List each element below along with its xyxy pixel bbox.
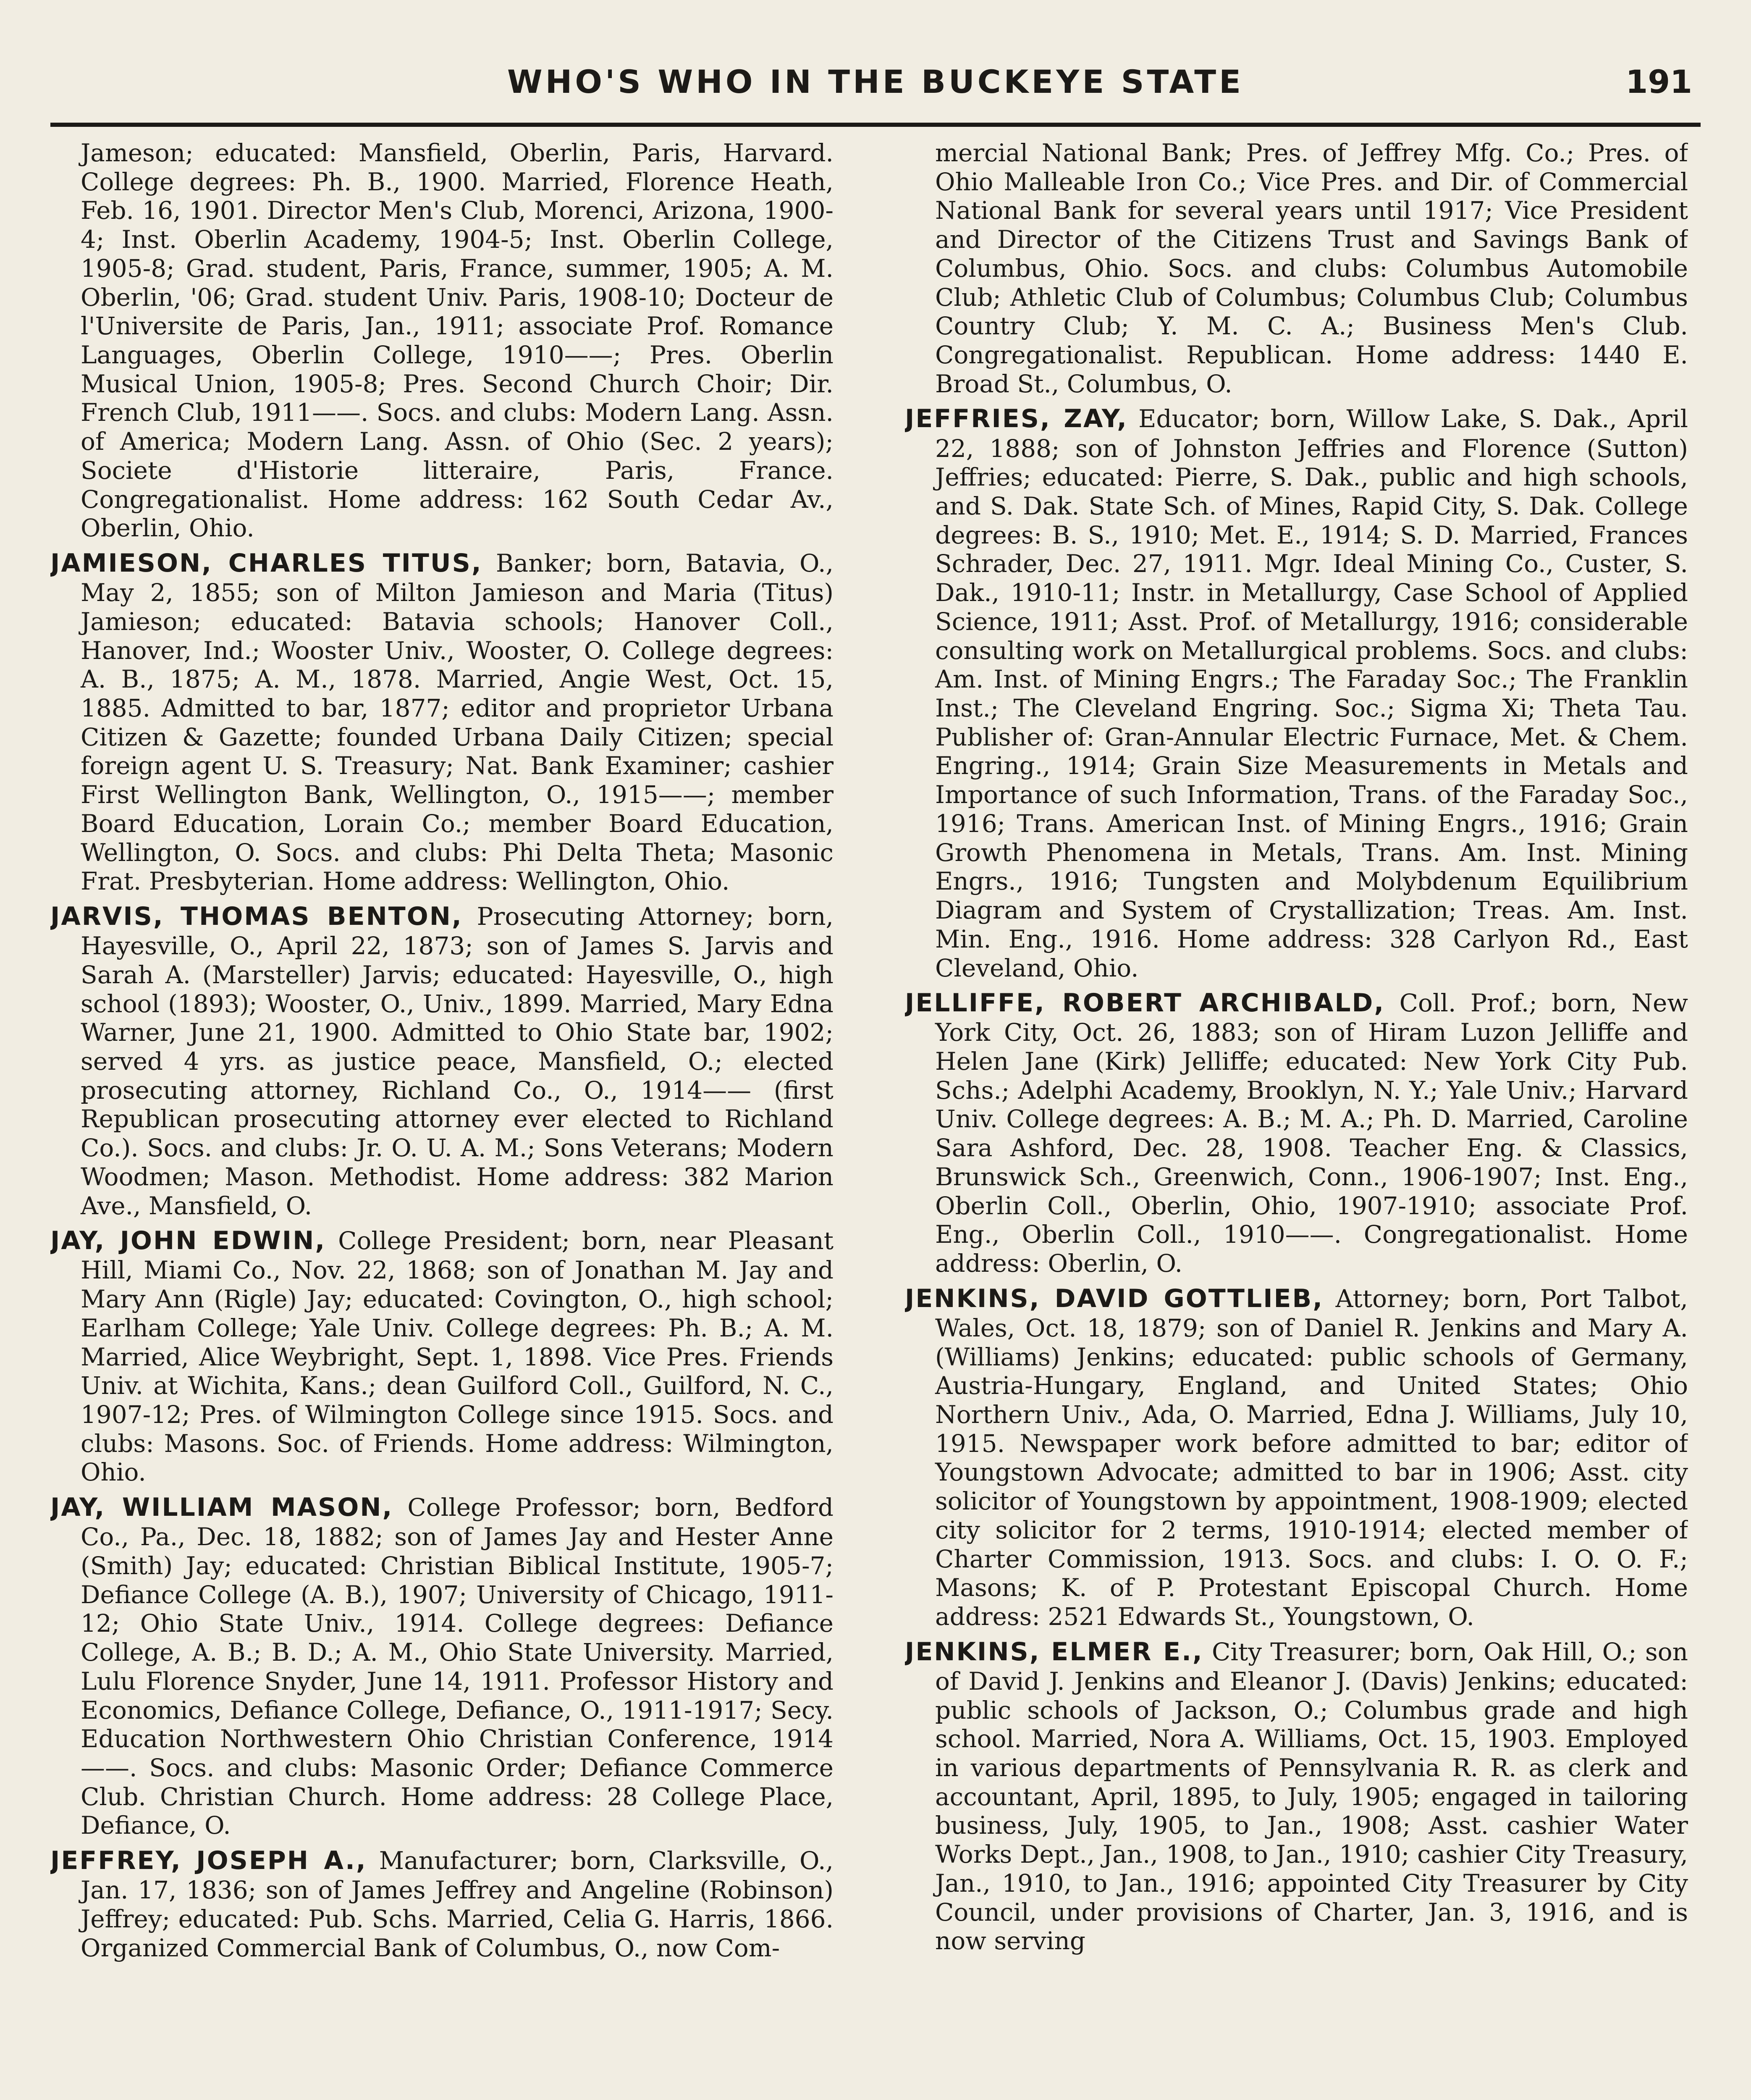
continuation-entry: mercial National Bank; Pres. of Jeffrey Mfg. Co.; Pres. of Ohio Malleable Iron Co.; Vice Pres. and Dir. of Commercial National Bank for several years until 1917; Vice President and Director of the Citizens Trust and Savings Bank of Columbus, Ohio. Socs. and clubs: Columbus Automobile Club; Athletic Club of Columbus; Columbus Club; Columbus Country Club; Y. M. C. A.; Business Men's Club. Congregationalist. Republican. Home address: 1440 E. Broad St., Columbus, O. <box>935 139 1688 398</box>
biography-entry <box>905 1284 1688 1631</box>
entry-name: JENKINS, ELMER E., <box>905 1637 1203 1667</box>
entry-name: JEFFRIES, ZAY, <box>905 404 1128 434</box>
entry-text: Manufacturer; born, Clarksville, O., Jan. 17, 1836; son of James Jeffrey and Angeline (Robinson) Jeffrey; educated: Pub. Schs. Married, Celia G. Harris, 1866. Organized Commercial Bank of Columbus, O., now Com- <box>81 1846 834 1962</box>
right-column <box>905 139 1688 2100</box>
page-number: 191 <box>1625 63 1692 100</box>
biography-entry <box>50 1846 834 1962</box>
running-head: WHO'S WHO IN THE BUCKEYE STATE <box>507 63 1244 100</box>
biography-entry <box>905 988 1688 1278</box>
biography-entry <box>905 404 1688 982</box>
entry-name: JARVIS, THOMAS BENTON, <box>50 902 463 932</box>
entry-text: Coll. Prof.; born, New York City, Oct. 26, 1883; son of Hiram Luzon Jelliffe and Helen Jane (Kirk) Jelliffe; educated: New York City Pub. Schs.; Adelphi Academy, Brooklyn, N. Y.; Yale Univ.; Harvard Univ. College degrees: A. B.; M. A.; Ph. D. Married, Caroline Sara Ashford, Dec. 28, 1908. Teacher Eng. & Classics, Brunswick Sch., Greenwich, Conn., 1906-1907; Inst. Eng., Oberlin Coll., Oberlin, Ohio, 1907-1910; associate Prof. Eng., Oberlin Coll., 1910——. Congregationalist. Home address: Oberlin, O. <box>935 989 1688 1278</box>
entry-name: JENKINS, DAVID GOTTLIEB, <box>905 1284 1324 1313</box>
page-body <box>50 139 1688 2100</box>
entry-text: Banker; born, Batavia, O., May 2, 1855; son of Milton Jamieson and Maria (Titus) Jamieson; educated: Batavia schools; Hanover Coll., Hanover, Ind.; Wooster Univ., Wooster, O. College degrees: A. B., 1875; A. M., 1878. Married, Angie West, Oct. 15, 1885. Admitted to bar, 1877; editor and proprietor Urbana Citizen & Gazette; founded Urbana Daily Citizen; special foreign agent U. S. Treasury; Nat. Bank Examiner; cashier First Wellington Bank, Wellington, O., 1915——; member Board Education, Lorain Co.; member Board Education, Wellington, O. Socs. and clubs: Phi Delta Theta; Masonic Frat. Presbyterian. Home address: Wellington, Ohio. <box>81 549 834 896</box>
entry-name: JEFFREY, JOSEPH A., <box>50 1846 367 1876</box>
biography-entry <box>905 1637 1688 1956</box>
entry-text: Prosecuting Attorney; born, Hayesville, O., April 22, 1873; son of James S. Jarvis and Sarah A. (Marsteller) Jarvis; educated: Hayesville, O., high school (1893); Wooster, O., Univ., 1899. Married, Mary Edna Warner, June 21, 1900. Admitted to Ohio State bar, 1902; served 4 yrs. as justice peace, Mansfield, O.; elected prosecuting attorney, Richland Co., O., 1914—— (first Republican prosecuting attorney ever elected to Richland Co.). Socs. and clubs: Jr. O. U. A. M.; Sons Veterans; Modern Woodmen; Mason. Methodist. Home address: 382 Marion Ave., Mansfield, O. <box>81 902 834 1220</box>
biography-entry <box>50 1493 834 1840</box>
header-rule <box>50 123 1701 127</box>
entry-name: JAY, JOHN EDWIN, <box>50 1226 326 1256</box>
page-header <box>50 63 1701 109</box>
left-column <box>50 139 834 2100</box>
entry-text: City Treasurer; born, Oak Hill, O.; son of David J. Jenkins and Eleanor J. (Davis) Jenkins; educated: public schools of Jackson, O.; Columbus grade and high school. Married, Nora A. Williams, Oct. 15, 1903. Employed in various departments of Pennsylvania R. R. as clerk and accountant, April, 1895, to July, 1905; engaged in tailoring business, July, 1905, to Jan., 1908; Asst. cashier Water Works Dept., Jan., 1908, to Jan., 1910; cashier City Treasury, Jan., 1910, to Jan., 1916; appointed City Treasurer by City Council, under provisions of Charter, Jan. 3, 1916, and is now serving <box>935 1637 1688 1956</box>
biography-entry <box>50 902 834 1220</box>
continuation-entry: Jameson; educated: Mansfield, Oberlin, Paris, Harvard. College degrees: Ph. B., 1900. Married, Florence Heath, Feb. 16, 1901. Director Men's Club, Morenci, Arizona, 1900-4; Inst. Oberlin Academy, 1904-5; Inst. Oberlin College, 1905-8; Grad. student, Paris, France, summer, 1905; A. M. Oberlin, '06; Grad. student Univ. Paris, 1908-10; Docteur de l'Universite de Paris, Jan., 1911; associate Prof. Romance Languages, Oberlin College, 1910——; Pres. Oberlin Musical Union, 1905-8; Pres. Second Church Choir; Dir. French Club, 1911——. Socs. and clubs: Modern Lang. Assn. of America; Modern Lang. Assn. of Ohio (Sec. 2 years); Societe d'Historie litteraire, Paris, France. Congregationalist. Home address: 162 South Cedar Av., Oberlin, Ohio. <box>81 139 834 543</box>
entry-text: College Professor; born, Bedford Co., Pa., Dec. 18, 1882; son of James Jay and Hester Anne (Smith) Jay; educated: Christian Biblical Institute, 1905-7; Defiance College (A. B.), 1907; University of Chicago, 1911-12; Ohio State Univ., 1914. College degrees: Defiance College, A. B.; B. D.; A. M., Ohio State University. Married, Lulu Florence Snyder, June 14, 1911. Professor History and Economics, Defiance College, Defiance, O., 1911-1917; Secy. Education Northwestern Ohio Christian Conference, 1914——. Socs. and clubs: Masonic Order; Defiance Commerce Club. Christian Church. Home address: 28 College Place, Defiance, O. <box>81 1493 834 1840</box>
biography-entry <box>50 549 834 896</box>
entry-name: JAMIESON, CHARLES TITUS, <box>50 549 482 578</box>
entry-text: Attorney; born, Port Talbot, Wales, Oct. 18, 1879; son of Daniel R. Jenkins and Mary A. (Williams) Jenkins; educated: public schools of Germany, Austria-Hungary, England, and United States; Ohio Northern Univ., Ada, O. Married, Edna J. Williams, July 10, 1915. Newspaper work before admitted to bar; editor of Youngstown Advocate; admitted to bar in 1906; Asst. city solicitor of Youngstown by appointment, 1908-1909; elected city solicitor for 2 terms, 1910-1914; elected member of Charter Commission, 1913. Socs. and clubs: I. O. O. F.; Masons; K. of P. Protestant Episcopal Church. Home address: 2521 Edwards St., Youngstown, O. <box>935 1284 1688 1631</box>
entry-text: College President; born, near Pleasant Hill, Miami Co., Nov. 22, 1868; son of Jonathan M. Jay and Mary Ann (Rigle) Jay; educated: Covington, O., high school; Earlham College; Yale Univ. College degrees: Ph. B.; A. M. Married, Alice Weybright, Sept. 1, 1898. Vice Pres. Friends Univ. at Wichita, Kans.; dean Guilford Coll., Guilford, N. C., 1907-12; Pres. of Wilmington College since 1915. Socs. and clubs: Masons. Soc. of Friends. Home address: Wilmington, Ohio. <box>81 1226 834 1487</box>
biography-entry <box>50 1226 834 1487</box>
entry-name: JELLIFFE, ROBERT ARCHIBALD, <box>905 988 1385 1018</box>
entry-text: Educator; born, Willow Lake, S. Dak., April 22, 1888; son of Johnston Jeffries and Florence (Sutton) Jeffries; educated: Pierre, S. Dak., public and high schools, and S. Dak. State Sch. of Mines, Rapid City, S. Dak. College degrees: B. S., 1910; Met. E., 1914; S. D. Married, Frances Schrader, Dec. 27, 1911. Mgr. Ideal Mining Co., Custer, S. Dak., 1910-11; Instr. in Metallurgy, Case School of Applied Science, 1911; Asst. Prof. of Metallurgy, 1916; considerable consulting work on Metallurgical problems. Socs. and clubs: Am. Inst. of Mining Engrs.; The Faraday Soc.; The Franklin Inst.; The Cleveland Engring. Soc.; Sigma Xi; Theta Tau. Publisher of: Gran-Annular Electric Furnace, Met. & Chem. Engring., 1914; Grain Size Measurements in Metals and Importance of such Information, Trans. of the Faraday Soc., 1916; Trans. American Inst. of Mining Engrs., 1916; Grain Growth Phenomena in Metals, Trans. Am. Inst. Mining Engrs., 1916; Tungsten and Molybdenum Equilibrium Diagram and System of Crystallization; Treas. Am. Inst. Min. Eng., 1916. Home address: 328 Carlyon Rd., East Cleveland, Ohio. <box>935 404 1688 982</box>
entry-name: JAY, WILLIAM MASON, <box>50 1493 393 1522</box>
